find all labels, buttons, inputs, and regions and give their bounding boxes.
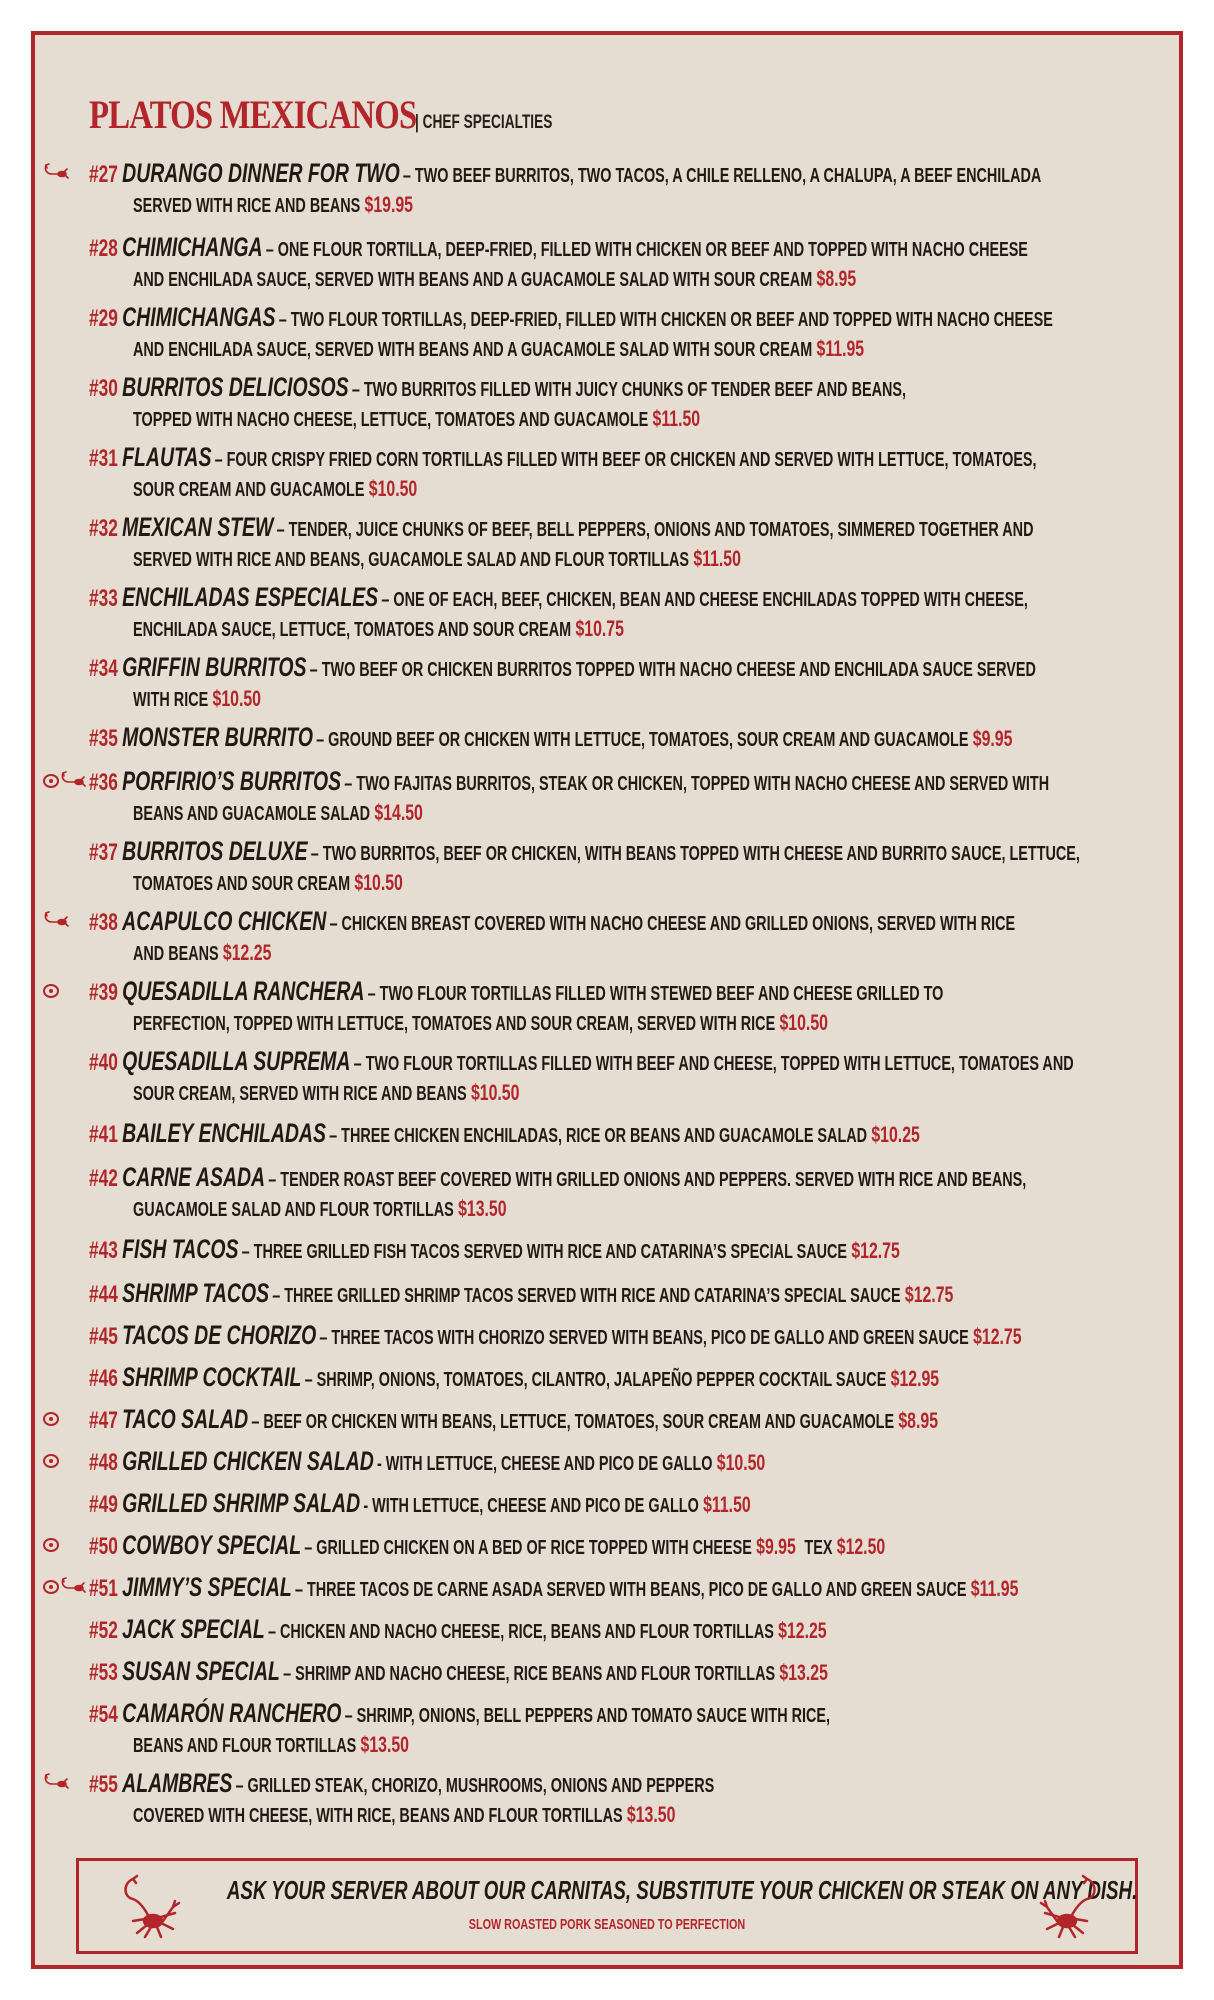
menu-item	[89, 1445, 1129, 1477]
menu-item	[89, 975, 1129, 1039]
menu-page	[31, 31, 1183, 1969]
item-name: TACOS DE CHORIZO	[122, 1320, 317, 1350]
item-price: $8.95	[816, 266, 857, 291]
item-icons	[43, 1658, 89, 1684]
item-name: CHIMICHANGA	[122, 232, 263, 262]
item-number: #31	[89, 445, 118, 472]
menu-item	[89, 371, 1129, 435]
item-price: $10.50	[470, 1080, 520, 1105]
item-number: #29	[89, 305, 118, 332]
menu-item	[89, 905, 1129, 969]
scorpion-icon	[43, 162, 69, 185]
pepper-icon	[43, 774, 59, 788]
item-description-cont: AND ENCHILADA SAUCE, SERVED WITH BEANS AND A GUACAMOLE SALAD WITH SOUR CREAM	[133, 339, 813, 361]
item-number: #28	[89, 235, 118, 262]
item-number: #30	[89, 375, 118, 402]
item-price: $12.25	[778, 1618, 827, 1643]
item-description-cont: TOMATOES AND SOUR CREAM	[133, 873, 351, 895]
item-number: #44	[89, 1281, 118, 1308]
item-icons	[43, 724, 89, 750]
item-icons	[43, 838, 89, 864]
item-price: $8.95	[898, 1408, 939, 1433]
item-description: – TWO BURRITOS, BEEF OR CHICKEN, WITH BEANS TOPPED WITH CHEESE AND BURRITO SAUCE, LETTUCE,	[310, 843, 1080, 865]
item-name: QUESADILLA SUPREMA	[122, 1046, 351, 1076]
item-description: – ONE OF EACH, BEEF, CHICKEN, BEAN AND CHEESE ENCHILADAS TOPPED WITH CHEESE,	[381, 589, 1028, 611]
item-name: GRILLED CHICKEN SALAD	[122, 1446, 374, 1476]
item-number: #32	[89, 515, 118, 542]
pepper-icon	[43, 1454, 59, 1468]
section-header	[89, 91, 605, 138]
item-icons	[43, 654, 89, 680]
item-description: – CHICKEN BREAST COVERED WITH NACHO CHEESE AND GRILLED ONIONS, SERVED WITH RICE	[329, 913, 1016, 935]
item-description: – SHRIMP, ONIONS, TOMATOES, CILANTRO, JALAPEÑO PEPPER COCKTAIL SAUCE	[304, 1369, 887, 1391]
item-name: QUESADILLA RANCHERA	[122, 976, 365, 1006]
item-icons	[43, 1490, 89, 1516]
item-name: BURRITOS DELUXE	[122, 836, 308, 866]
item-name: SHRIMP TACOS	[122, 1278, 270, 1308]
item-price: $11.50	[693, 546, 741, 571]
item-description: – TWO FLOUR TORTILLAS, DEEP-FRIED, FILLED WITH CHICKEN OR BEEF AND TOPPED WITH NACHO CHEESE	[278, 309, 1053, 331]
item-number: #55	[89, 1771, 118, 1798]
item-icons	[43, 1164, 89, 1190]
item-price: $12.75	[904, 1282, 954, 1307]
item-description: – TWO FLOUR TORTILLAS FILLED WITH BEEF AND CHEESE, TOPPED WITH LETTUCE, TOMATOES AND	[353, 1053, 1074, 1075]
item-name: SUSAN SPECIAL	[122, 1656, 280, 1686]
item-icons	[43, 908, 89, 934]
item-icons	[43, 1770, 89, 1796]
menu-item	[89, 1529, 1129, 1561]
menu-item	[89, 1045, 1129, 1109]
item-number: #47	[89, 1407, 118, 1434]
item-description-cont: BEANS AND GUACAMOLE SALAD	[133, 803, 371, 825]
item-number: #52	[89, 1617, 118, 1644]
item-price: $10.50	[212, 686, 261, 711]
item-description: – SHRIMP, ONIONS, BELL PEPPERS AND TOMATO SAUCE WITH RICE,	[344, 1705, 831, 1727]
item-description: – ONE FLOUR TORTILLA, DEEP-FRIED, FILLED WITH CHICKEN OR BEEF AND TOPPED WITH NACHO CHEESE	[265, 239, 1028, 261]
item-name: CARNE ASADA	[122, 1162, 266, 1192]
menu-item	[89, 1161, 1129, 1225]
item-price: $9.95	[972, 726, 1013, 751]
item-icons	[43, 978, 89, 1004]
item-name: ACAPULCO CHICKEN	[122, 906, 327, 936]
item-description: – FOUR CRISPY FRIED CORN TORTILLAS FILLED WITH BEEF OR CHICKEN AND SERVED WITH LETTUCE, TOMATOES,	[214, 449, 1037, 471]
item-price: $10.25	[871, 1122, 920, 1147]
item-price: $11.95	[970, 1576, 1019, 1601]
item-number: #38	[89, 909, 118, 936]
item-name: CHIMICHANGAS	[122, 302, 276, 332]
item-description-cont: ENCHILADA SAUCE, LETTUCE, TOMATOES AND SOUR CREAM	[133, 619, 572, 641]
menu-item	[89, 1233, 1129, 1265]
item-price: $12.95	[890, 1366, 940, 1391]
item-description-cont: AND ENCHILADA SAUCE, SERVED WITH BEANS AND A GUACAMOLE SALAD WITH SOUR CREAM	[133, 269, 813, 291]
section-title: PLATOS MEXICANOS	[89, 92, 417, 137]
menu-item	[89, 1361, 1129, 1393]
item-extra-price: $12.50	[836, 1534, 886, 1559]
scorpion-icon	[60, 1576, 86, 1599]
item-number: #54	[89, 1701, 118, 1728]
menu-item	[89, 1655, 1129, 1687]
item-name: SHRIMP COCKTAIL	[122, 1362, 302, 1392]
item-description: – GRILLED CHICKEN ON A BED OF RICE TOPPED WITH CHEESE	[304, 1537, 752, 1559]
item-description: – TWO BURRITOS FILLED WITH JUICY CHUNKS OF TENDER BEEF AND BEANS,	[351, 379, 906, 401]
item-price: $10.50	[779, 1010, 828, 1035]
item-description: – TENDER ROAST BEEF COVERED WITH GRILLED ONIONS AND PEPPERS. SERVED WITH RICE AND BEANS,	[268, 1169, 1027, 1191]
item-price: $13.50	[360, 1732, 409, 1757]
item-icons	[43, 1616, 89, 1642]
item-description: – THREE GRILLED SHRIMP TACOS SERVED WITH RICE AND CATARINA’S SPECIAL SAUCE	[272, 1285, 901, 1307]
item-description: – THREE GRILLED FISH TACOS SERVED WITH RICE AND CATARINA’S SPECIAL SAUCE	[241, 1241, 848, 1263]
item-number: #40	[89, 1049, 118, 1076]
menu-item	[89, 231, 1129, 295]
item-icons	[43, 584, 89, 610]
footer-sub-text: SLOW ROASTED PORK SEASONED TO PERFECTION	[468, 1916, 746, 1933]
item-description: – GROUND BEEF OR CHICKEN WITH LETTUCE, TOMATOES, SOUR CREAM AND GUACAMOLE	[316, 729, 969, 751]
menu-item	[89, 581, 1129, 645]
item-description-cont: SOUR CREAM, SERVED WITH RICE AND BEANS	[133, 1083, 467, 1105]
scorpion-icon	[119, 1873, 183, 1939]
item-name: FISH TACOS	[122, 1234, 239, 1264]
item-icons	[43, 1280, 89, 1306]
item-description: – THREE TACOS DE CARNE ASADA SERVED WITH BEANS, PICO DE GALLO AND GREEN SAUCE	[294, 1579, 967, 1601]
item-price: $10.50	[354, 870, 403, 895]
item-icons	[43, 1120, 89, 1146]
scorpion-icon	[60, 770, 86, 793]
item-icons	[43, 1236, 89, 1262]
item-number: #45	[89, 1323, 118, 1350]
item-description: – TWO BEEF OR CHICKEN BURRITOS TOPPED WITH NACHO CHEESE AND ENCHILADA SAUCE SERVED	[309, 659, 1036, 681]
item-name: GRILLED SHRIMP SALAD	[122, 1488, 361, 1518]
menu-item	[89, 1487, 1129, 1519]
item-price: $13.50	[458, 1196, 507, 1221]
item-number: #43	[89, 1237, 118, 1264]
item-icons	[43, 444, 89, 470]
item-name: JACK SPECIAL	[122, 1614, 265, 1644]
item-description-cont: BEANS AND FLOUR TORTILLAS	[133, 1735, 357, 1757]
scorpion-icon	[1037, 1873, 1101, 1939]
item-description: – SHRIMP AND NACHO CHEESE, RICE BEANS AND FLOUR TORTILLAS	[283, 1663, 776, 1685]
menu-item	[89, 1613, 1129, 1645]
menu-item	[89, 1571, 1129, 1603]
section-subtitle: | CHEF SPECIALTIES	[414, 112, 553, 133]
item-price: $13.50	[626, 1802, 676, 1827]
menu-item	[89, 511, 1129, 575]
item-description-cont: WITH RICE	[133, 689, 209, 711]
item-name: ENCHILADAS ESPECIALES	[122, 582, 379, 612]
item-description: – BEEF OR CHICKEN WITH BEANS, LETTUCE, TOMATOES, SOUR CREAM AND GUACAMOLE	[251, 1411, 895, 1433]
item-icons	[43, 1322, 89, 1348]
item-price: $9.95	[756, 1534, 796, 1559]
item-extra-label: TEX	[804, 1537, 833, 1559]
item-price: $10.50	[368, 476, 418, 501]
item-number: #39	[89, 979, 118, 1006]
item-price: $12.75	[973, 1324, 1022, 1349]
item-icons	[43, 1574, 89, 1600]
item-description-cont: SERVED WITH RICE AND BEANS, GUACAMOLE SALAD AND FLOUR TORTILLAS	[133, 549, 690, 571]
item-icons	[43, 1448, 89, 1474]
item-name: GRIFFIN BURRITOS	[122, 652, 307, 682]
menu-item	[89, 1697, 1129, 1761]
footer-main-text: ASK YOUR SERVER ABOUT OUR CARNITAS, SUBSTITUTE YOUR CHICKEN OR STEAK ON ANY DISH.	[226, 1875, 1138, 1905]
menu-item	[89, 1319, 1129, 1351]
item-icons	[43, 374, 89, 400]
item-name: TACO SALAD	[122, 1404, 249, 1434]
item-name: MONSTER BURRITO	[122, 722, 313, 752]
item-price: $12.75	[851, 1238, 900, 1263]
carnitas-footer	[76, 1858, 1138, 1954]
item-icons	[43, 768, 89, 794]
item-description: – THREE CHICKEN ENCHILADAS, RICE OR BEANS AND GUACAMOLE SALAD	[329, 1125, 868, 1147]
item-number: #50	[89, 1533, 118, 1560]
menu-item	[89, 765, 1129, 829]
item-description: - WITH LETTUCE, CHEESE AND PICO DE GALLO	[377, 1453, 713, 1475]
item-price: $14.50	[374, 800, 423, 825]
item-icons	[43, 160, 89, 186]
item-description-cont: GUACAMOLE SALAD AND FLOUR TORTILLAS	[133, 1199, 454, 1221]
item-description-cont: COVERED WITH CHEESE, WITH RICE, BEANS AND FLOUR TORTILLAS	[133, 1805, 623, 1827]
item-number: #34	[89, 655, 118, 682]
scorpion-icon	[43, 1772, 69, 1795]
item-number: #41	[89, 1121, 118, 1148]
item-description: – TWO FLOUR TORTILLAS FILLED WITH STEWED BEEF AND CHEESE GRILLED TO	[367, 983, 944, 1005]
item-description-cont: AND BEANS	[133, 943, 219, 965]
menu-item	[89, 1403, 1129, 1435]
item-price: $11.50	[703, 1492, 751, 1517]
item-number: #42	[89, 1165, 118, 1192]
pepper-icon	[43, 1412, 59, 1426]
item-price: $11.95	[816, 336, 865, 361]
item-name: BURRITOS DELICIOSOS	[122, 372, 349, 402]
menu-item	[89, 1117, 1129, 1149]
item-icons	[43, 234, 89, 260]
pepper-icon	[43, 984, 59, 998]
item-icons	[43, 304, 89, 330]
scorpion-icon	[43, 910, 69, 933]
item-number: #36	[89, 769, 118, 796]
item-name: JIMMY’S SPECIAL	[122, 1572, 292, 1602]
item-number: #49	[89, 1491, 118, 1518]
item-number: #46	[89, 1365, 118, 1392]
item-price: $10.75	[575, 616, 624, 641]
item-number: #48	[89, 1449, 118, 1476]
item-description-cont: TOPPED WITH NACHO CHEESE, LETTUCE, TOMATOES AND GUACAMOLE	[133, 409, 649, 431]
item-name: CAMARÓN RANCHERO	[122, 1698, 342, 1728]
item-description-cont: SOUR CREAM AND GUACAMOLE	[133, 479, 365, 501]
item-price: $11.50	[652, 406, 701, 431]
item-description: - WITH LETTUCE, CHEESE AND PICO DE GALLO	[363, 1495, 699, 1517]
item-name: COWBOY SPECIAL	[122, 1530, 302, 1560]
item-description: – TWO BEEF BURRITOS, TWO TACOS, A CHILE RELLENO, A CHALUPA, A BEEF ENCHILADA	[402, 165, 1042, 187]
item-description-cont: PERFECTION, TOPPED WITH LETTUCE, TOMATOES AND SOUR CREAM, SERVED WITH RICE	[133, 1013, 776, 1035]
item-name: MEXICAN STEW	[122, 512, 274, 542]
item-name: ALAMBRES	[122, 1768, 233, 1798]
item-description-cont: SERVED WITH RICE AND BEANS	[133, 195, 361, 217]
menu-item	[89, 835, 1129, 899]
menu-item	[89, 651, 1129, 715]
item-price: $12.25	[222, 940, 272, 965]
item-icons	[43, 1532, 89, 1558]
menu-item	[89, 1767, 1129, 1831]
item-name: DURANGO DINNER FOR TWO	[122, 158, 400, 188]
item-name: FLAUTAS	[122, 442, 212, 472]
item-description: – GRILLED STEAK, CHORIZO, MUSHROOMS, ONIONS AND PEPPERS	[235, 1775, 715, 1797]
item-number: #51	[89, 1575, 118, 1602]
menu-item	[89, 721, 1129, 753]
item-description: – THREE TACOS WITH CHORIZO SERVED WITH BEANS, PICO DE GALLO AND GREEN SAUCE	[319, 1327, 969, 1349]
item-icons	[43, 1700, 89, 1726]
item-price: $19.95	[364, 192, 414, 217]
item-number: #53	[89, 1659, 118, 1686]
item-name: BAILEY ENCHILADAS	[122, 1118, 326, 1148]
menu-item	[89, 1277, 1129, 1309]
item-icons	[43, 1048, 89, 1074]
item-name: PORFIRIO’S BURRITOS	[122, 766, 342, 796]
item-number: #37	[89, 839, 118, 866]
item-number: #27	[89, 161, 118, 188]
pepper-icon	[43, 1538, 59, 1552]
item-number: #35	[89, 725, 118, 752]
menu-item	[89, 301, 1129, 365]
menu-item	[89, 157, 1129, 221]
item-price: $10.50	[716, 1450, 766, 1475]
item-icons	[43, 1406, 89, 1432]
item-price: $13.25	[779, 1660, 828, 1685]
item-description: – TENDER, JUICE CHUNKS OF BEEF, BELL PEPPERS, ONIONS AND TOMATOES, SIMMERED TOGETHER AND	[276, 519, 1034, 541]
item-icons	[43, 1364, 89, 1390]
menu-item	[89, 441, 1129, 505]
pepper-icon	[43, 1580, 59, 1594]
item-number: #33	[89, 585, 118, 612]
item-description: – CHICKEN AND NACHO CHEESE, RICE, BEANS AND FLOUR TORTILLAS	[267, 1621, 774, 1643]
item-description: – TWO FAJITAS BURRITOS, STEAK OR CHICKEN, TOPPED WITH NACHO CHEESE AND SERVED WITH	[344, 773, 1050, 795]
item-icons	[43, 514, 89, 540]
